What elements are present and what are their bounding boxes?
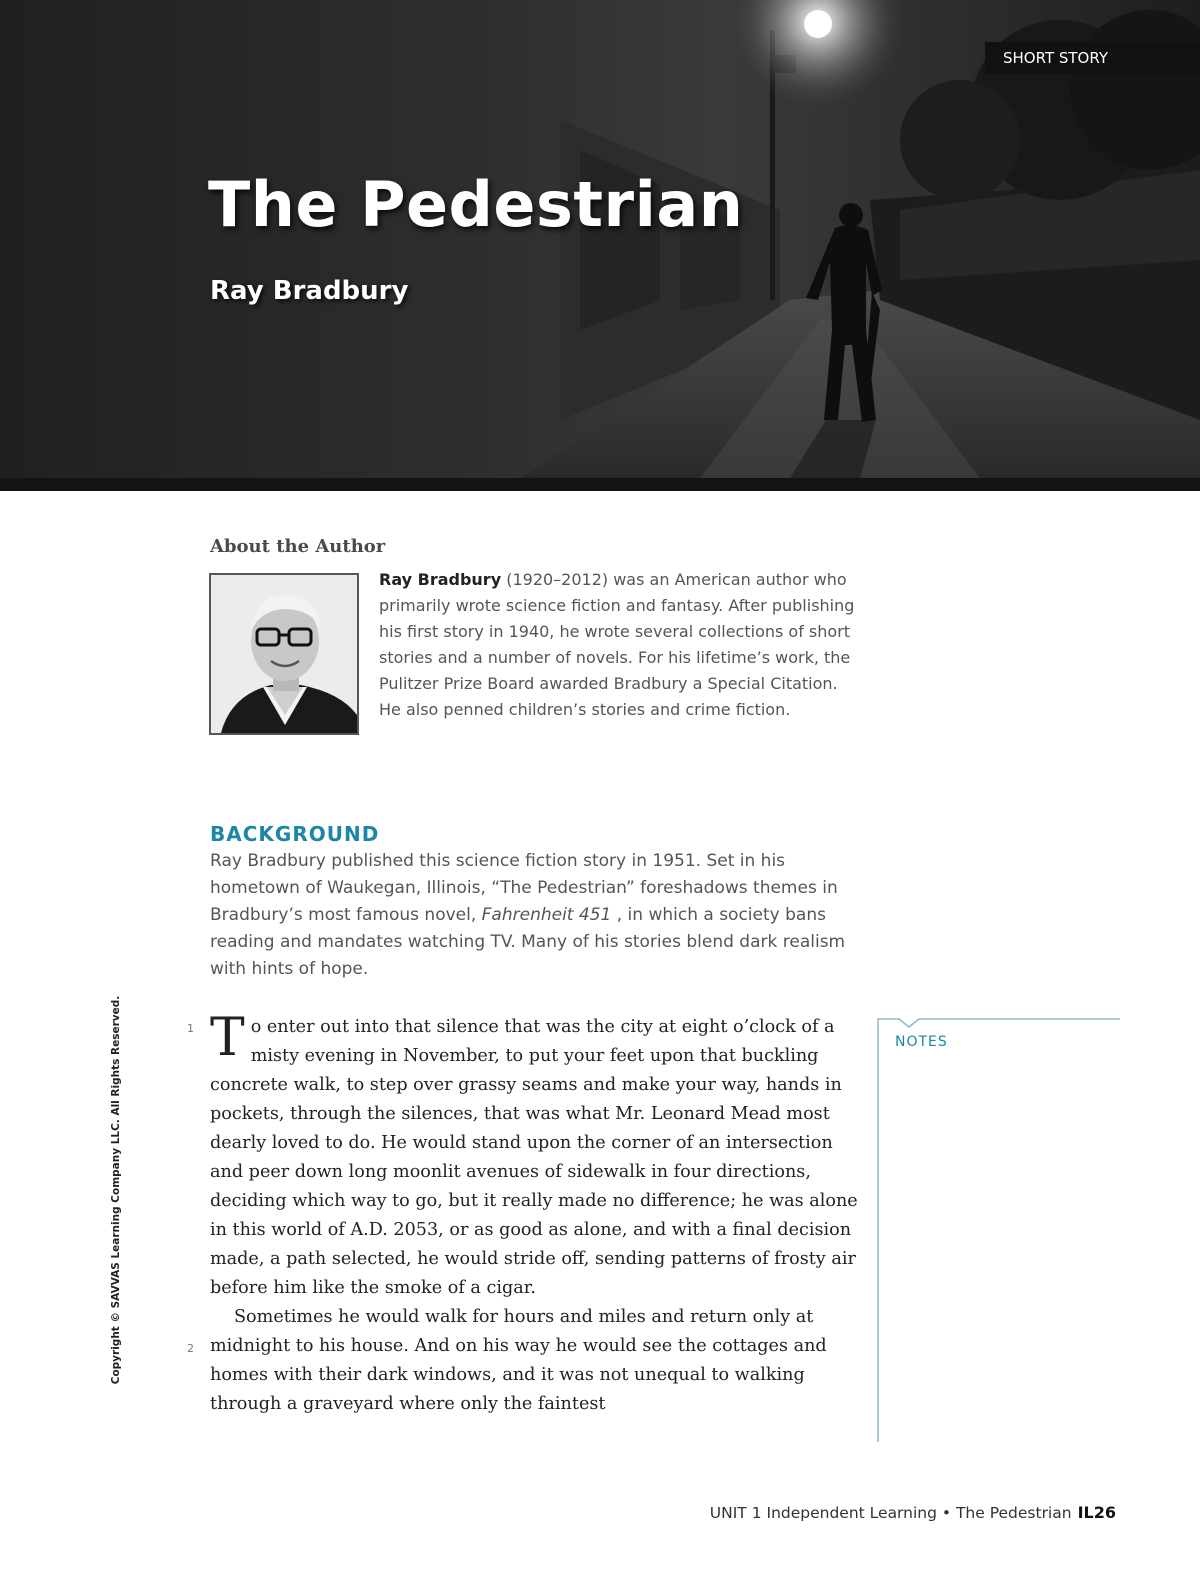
book-title: Fahrenheit 451	[481, 905, 612, 925]
paragraph-number: 1	[187, 1022, 194, 1035]
genre-tag: SHORT STORY	[985, 42, 1200, 74]
page-footer	[710, 1503, 1116, 1522]
author-portrait	[209, 573, 359, 735]
hero-bottom-bar	[0, 478, 1200, 491]
notes-label: NOTES	[895, 1034, 948, 1050]
background-heading: BACKGROUND	[210, 822, 380, 846]
about-author-heading: About the Author	[210, 536, 386, 557]
paragraph-1-text: o enter out into that silence that was the city at eight o’clock of a misty evening in November, to put your feet upon that buckling concrete walk, to step over grassy seams and make your way, hands in pockets, through the silences, that was what Mr. Leonard Mead most dearly loved to do. He would stand upon the corner of an intersection and peer down long moonlit avenues of sidewalk in four directions, deciding which way to go, but it really made no difference; he was alone in this world of A.D. 2053, or as good as alone, and with a final decision made, a path selected, he would stride off, sending patterns of frosty air before him like the smoke of a cigar.	[210, 1017, 858, 1298]
story-paragraph-1	[210, 1008, 870, 1303]
background-text	[210, 848, 870, 983]
author-bio: (1920–2012) was an American author who primarily wrote science fiction and fantasy. After publishing his first story in 1940, he wrote several collections of short stories and a number of novels. For his lifetime’s work, the Pulitzer Prize Board awarded Bradbury a Special Citation. He also penned children’s stories and crime fiction.	[379, 570, 855, 719]
hero-banner	[0, 0, 1200, 478]
drop-cap: T	[210, 1008, 245, 1068]
copyright-notice: Copyright © SAVVAS Learning Company LLC. All Rights Reserved.	[110, 995, 122, 1385]
background-text-start: Ray Bradbury published this science fiction story in 1951. Set in his hometown of Waukegan, Illinois, “The Pedestrian” foreshadows themes in Bradbury’s most famous novel,	[210, 851, 838, 925]
notes-box[interactable]	[877, 1017, 1120, 1442]
page-number: IL26	[1077, 1503, 1116, 1522]
story-title: The Pedestrian	[208, 168, 744, 241]
footer-text: UNIT 1 Independent Learning • The Pedestrian	[709, 1504, 1072, 1522]
story-text	[210, 1008, 870, 1419]
author-name: Ray Bradbury	[379, 570, 502, 589]
paragraph-number: 2	[187, 1342, 194, 1355]
about-author-text	[379, 567, 859, 723]
author-portrait-image	[211, 575, 357, 733]
story-paragraph-2: Sometimes he would walk for hours and miles and return only at midnight to his house. And on his way he would see the cottages and homes with their dark windows, and it was not unequal to walking through a graveyard where only the faintest	[210, 1307, 827, 1414]
story-author: Ray Bradbury	[210, 276, 409, 306]
background-text-end: , in which a society bans reading and mandates watching TV. Many of his stories blend dark realism with hints of hope.	[210, 905, 846, 979]
